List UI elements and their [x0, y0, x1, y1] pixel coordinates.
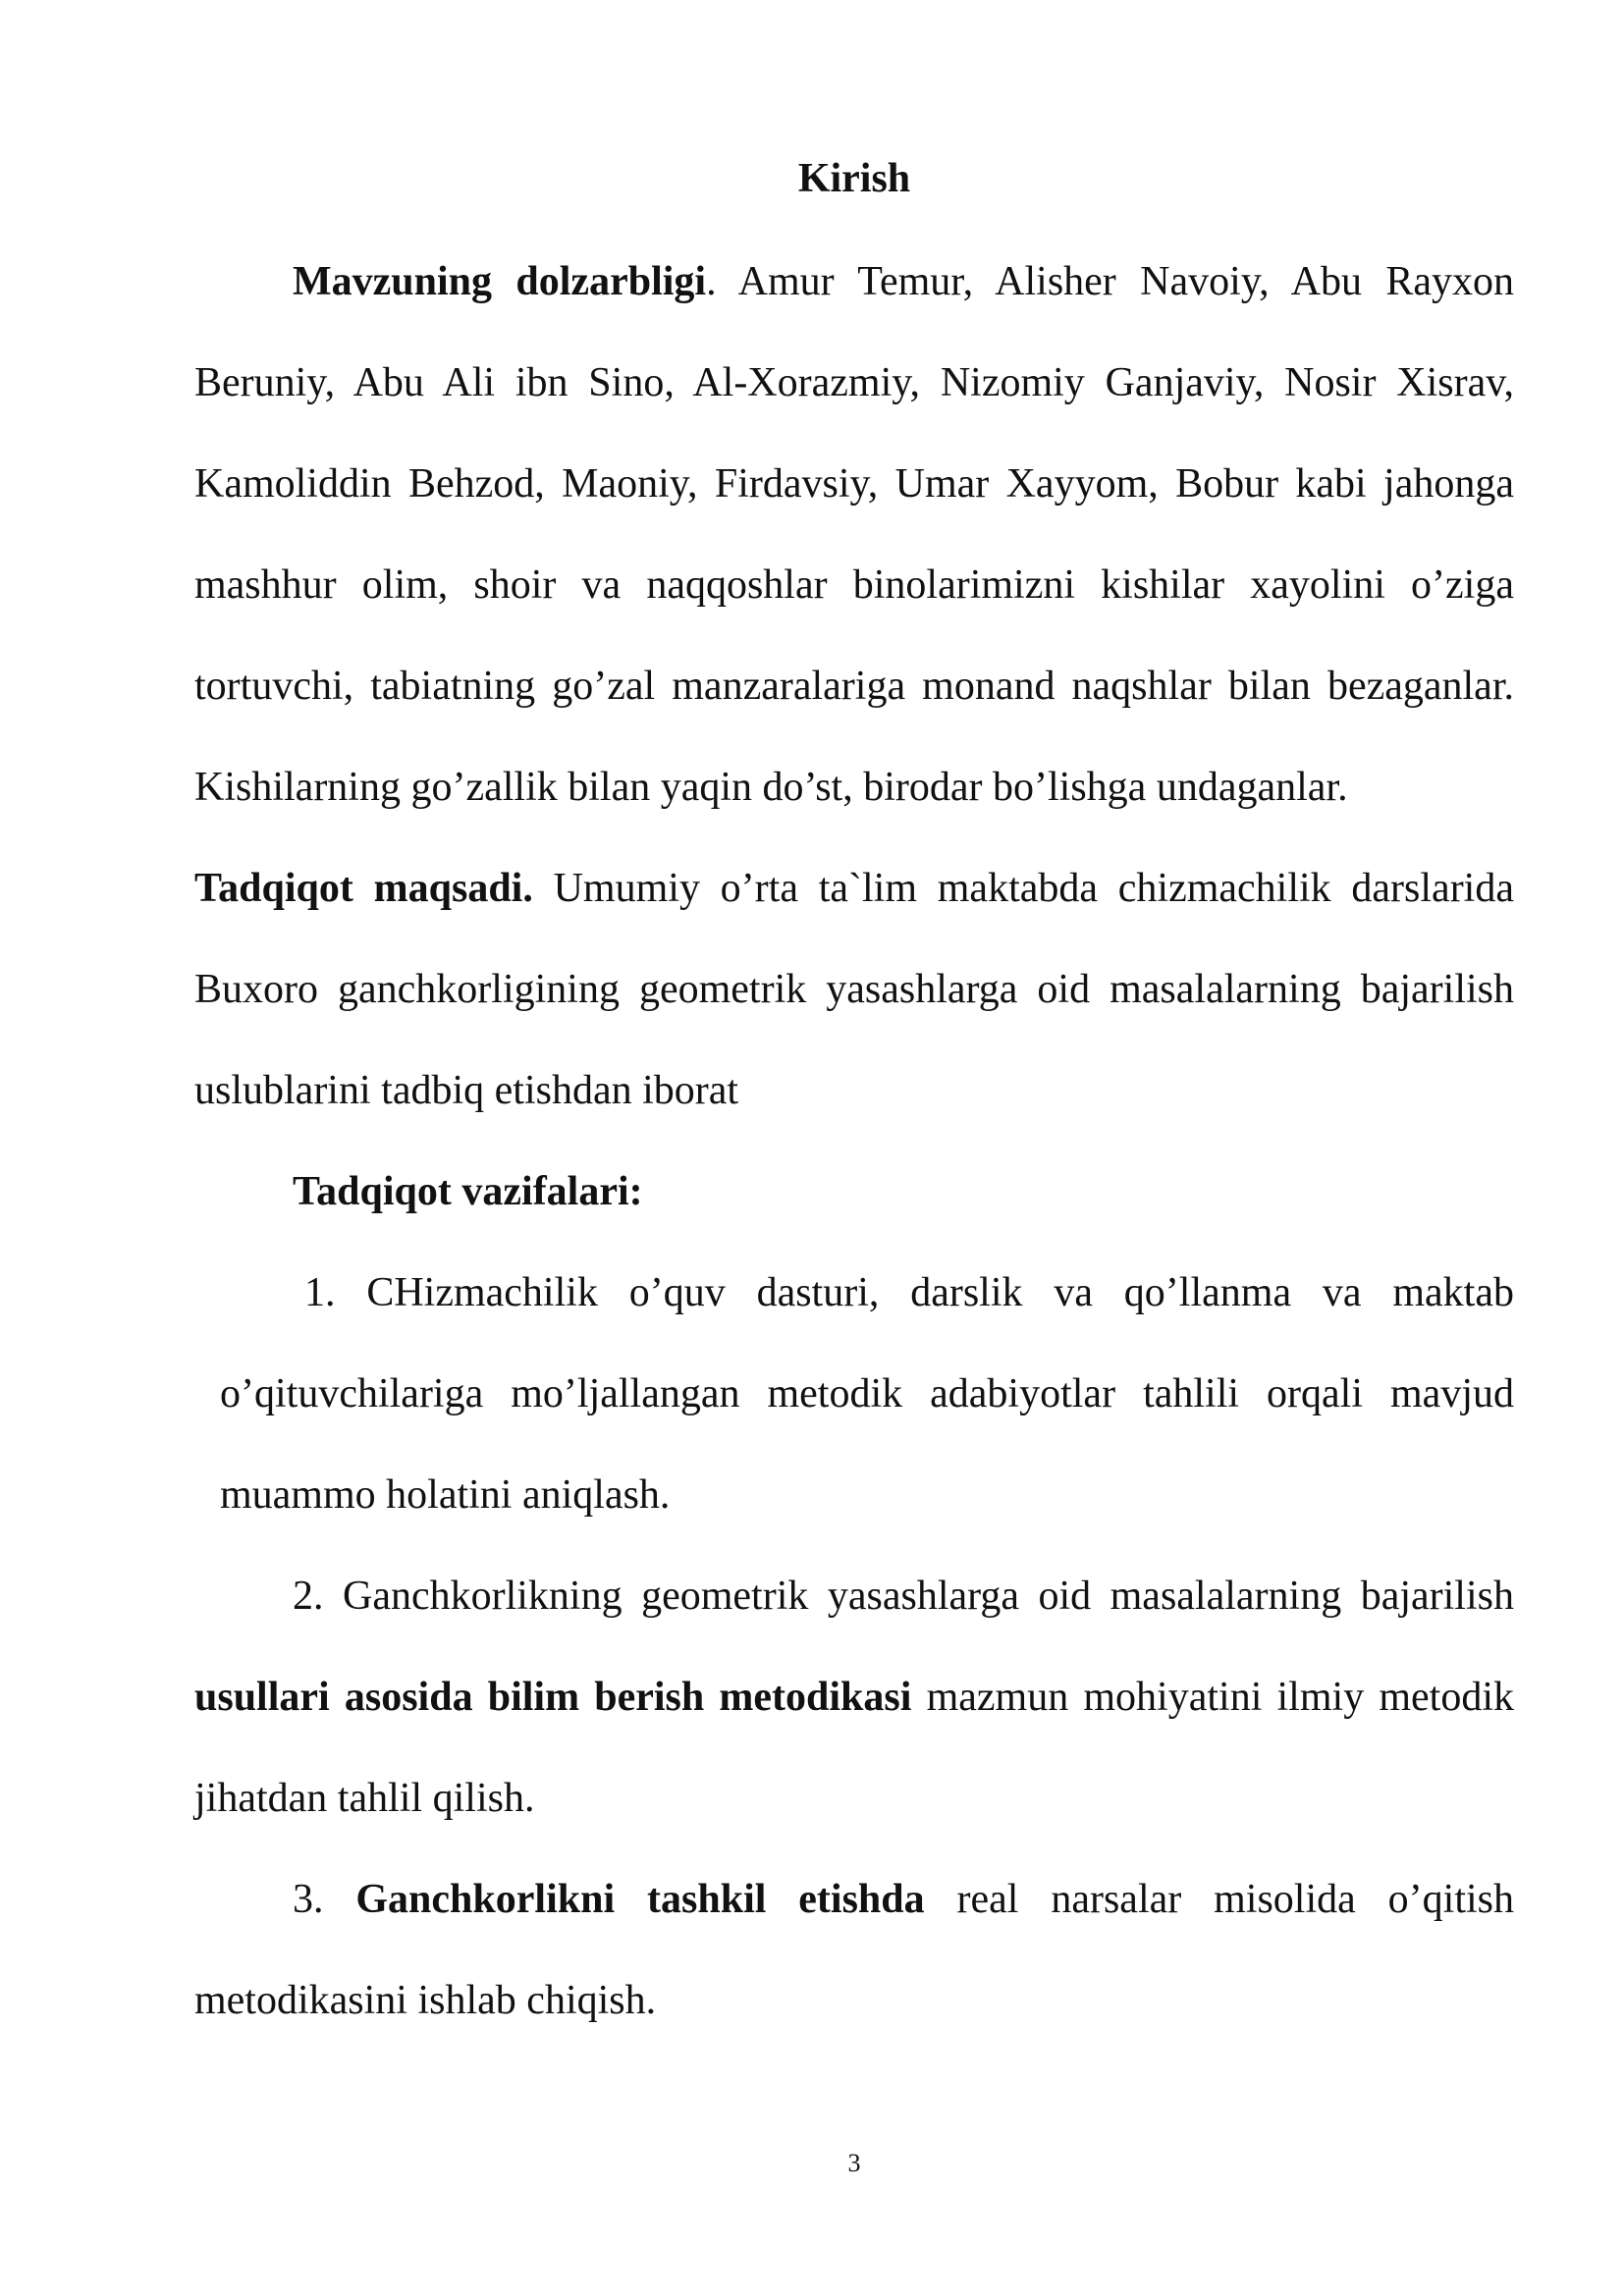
task3-number: 3.: [293, 1877, 356, 1922]
task2-bold: usullari asosida bilim berish metodikasi: [194, 1675, 912, 1720]
task3-text: real narsalar misolida o’qitish metodikasini ishlab chiqish.: [194, 1877, 1514, 2023]
tasks-heading: Tadqiqot vazifalari:: [293, 1169, 643, 1214]
body-text: [194, 232, 1514, 2052]
task-item-2: [194, 1546, 1514, 1849]
goal-lead: Tadqiqot maqsadi.: [194, 866, 533, 911]
relevance-text: . Amur Temur, Alisher Navoiy, Abu Rayxon Beruniy, Abu Ali ibn Sino, Al-Xorazmiy, Nizomiy Ganjaviy, Nosir Xisrav, Kamoliddin Behzod, Maoniy, Firdavsiy, Umar Xayyom, Bobur kabi jahonga mashhur olim, shoir va naqqoshlar binolarimizni kishilar xayolini o’ziga tortuvchi, tabiatning go’zal manzaralariga monand naqshlar bilan bezaganlar. Kishilarning go’zallik bilan yaqin do’st, birodar bo’lishga undaganlar.: [194, 259, 1515, 810]
task-item-1: 1. CHizmachilik o’quv dasturi, darslik va qo’llanma va maktab o’qituvchilariga mo’ljallangan metodik adabiyotlar tahlili orqali mavjud muammo holatini aniqlash.: [220, 1270, 1514, 1518]
goal-text: Umumiy o’rta ta`lim maktabda chizmachilik darslarida Buxoro ganchkorligining geometrik yasashlarga oid masalalarning bajarilish uslublarini tadbiq etishdan iborat: [194, 866, 1514, 1113]
task2-text-end: mazmun mohiyatini ilmiy metodik jihatdan tahlil qilish.: [194, 1675, 1514, 1821]
page-title: Kirish: [797, 156, 911, 201]
goal-paragraph: [194, 838, 1514, 1142]
task-item-3: [194, 1849, 1514, 2052]
relevance-paragraph: [194, 232, 1514, 838]
task2-text-start: 2. Ganchkorlikning geometrik yasashlarga oid masalalarning bajarilish: [293, 1574, 1514, 1619]
task3-bold: Ganchkorlikni tashkil etishda: [355, 1877, 925, 1922]
relevance-lead: Mavzuning dolzarbligi: [293, 259, 707, 304]
page-number: 3: [847, 2149, 861, 2177]
